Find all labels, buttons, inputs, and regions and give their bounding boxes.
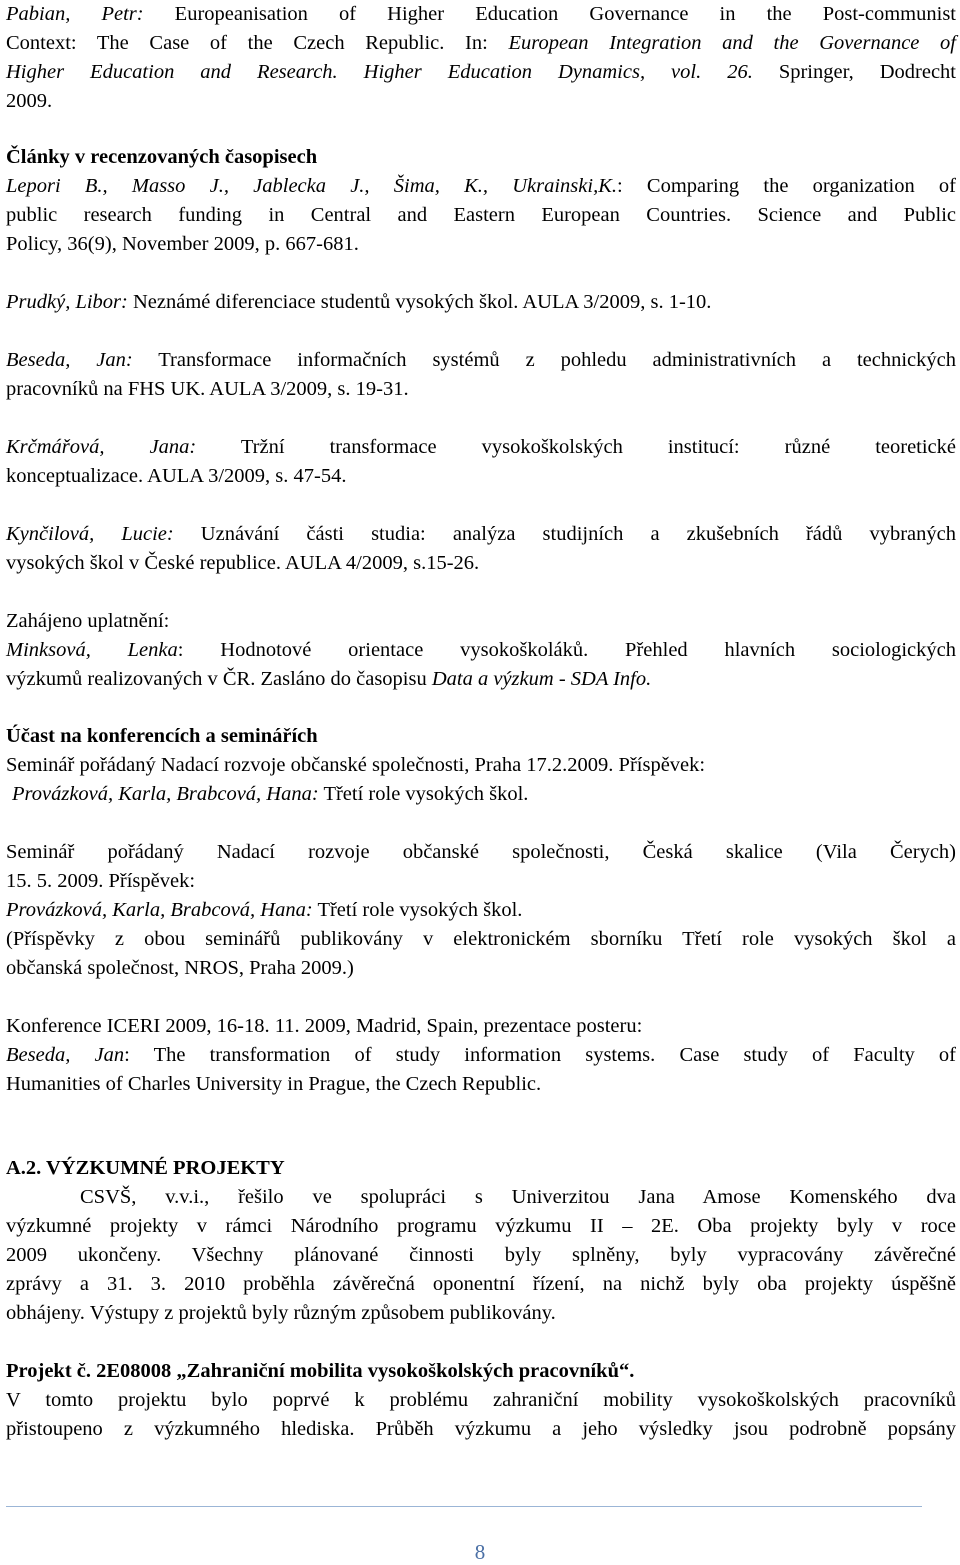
ref-minksova-line-1 (6, 636, 956, 665)
ref-text: : Hodnotové orientace vysokoškoláků. Přehled hlavních sociologických (177, 639, 957, 661)
ref-text: Uznávání části studia: analýza studijních a zkušebních řádů vybraných (173, 523, 957, 545)
project-text-line-2: přistoupeno z výzkumného hlediska. Průběh výzkumu a jeho výsledky jsou podrobně popsány (6, 1418, 956, 1440)
ref-text: Transformace informačních systémů z pohledu administrativních a technických (132, 349, 956, 371)
ref-text: Springer, Dodrecht (752, 61, 956, 83)
ref-lepori-line-1 (6, 172, 956, 201)
ref-beseda-line-1 (6, 346, 956, 375)
ref-pabian-line-2 (6, 29, 956, 58)
label-zahajeno: Zahájeno uplatnění: (6, 610, 170, 632)
author-name: Pabian, Petr: (6, 3, 144, 25)
projects-line-5: obhájeny. Výstupy z projektů byly různým způsobem publikovány. (6, 1302, 556, 1324)
ref-text: Context: The Case of the Czech Republic. In: (6, 32, 509, 54)
ref-krcmarova-line-1 (6, 433, 956, 462)
project-title: Projekt č. 2E08008 „Zahraniční mobilita vysokoškolských pracovníků“. (6, 1360, 635, 1382)
author-name: Lepori B., Masso J., Jablecka J., Šima, K., Ukrainski,K. (6, 175, 618, 197)
seminar2-line-3 (6, 896, 956, 925)
ref-lepori-line-3: Policy, 36(9), November 2009, p. 667-681. (6, 233, 359, 255)
seminar2-line-1: Seminář pořádaný Nadací rozvoje občanské společnosti, Česká skalice (Vila Čerych) (6, 841, 956, 863)
ref-text: Třetí role vysokých škol. (312, 899, 523, 921)
section-heading-projects: A.2. VÝZKUMNÉ PROJEKTY (6, 1157, 285, 1179)
iceri-line-3: Humanities of Charles University in Prague, the Czech Republic. (6, 1073, 542, 1095)
ref-text: výzkumů realizovaných v ČR. Zasláno do časopisu (6, 668, 432, 690)
author-name: Kynčilová, Lucie: (6, 523, 174, 545)
ref-text: Europeanisation of Higher Education Governance in the Post-communist (143, 3, 956, 25)
ref-text: Třetí role vysokých škol. (318, 783, 529, 805)
section-heading-articles: Články v recenzovaných časopisech (6, 146, 318, 168)
projects-line-1: CSVŠ, v.v.i., řešilo ve spolupráci s Univerzitou Jana Amose Komenského dva (80, 1186, 956, 1208)
ref-title-italic: Higher Education and Research. Higher Education Dynamics, vol. 26. (6, 61, 753, 83)
ref-krcmarova-line-2: konceptualizace. AULA 3/2009, s. 47-54. (6, 465, 347, 487)
ref-lepori-line-2: public research funding in Central and Eastern European Countries. Science and Public (6, 204, 956, 226)
projects-line-3: 2009 ukončeny. Všechny plánované činnosti byly splněny, byly vypracovány závěrečné (6, 1244, 956, 1266)
author-name: Provázková, Karla, Brabcová, Hana: (12, 783, 319, 805)
ref-kyncilova-line-1 (6, 520, 956, 549)
seminar2-line-5: občanská společnost, NROS, Praha 2009.) (6, 957, 354, 979)
section-heading-conferences: Účast na konferencích a seminářích (6, 725, 318, 747)
iceri-line-2 (6, 1041, 956, 1070)
iceri-line-1: Konference ICERI 2009, 16-18. 11. 2009, Madrid, Spain, prezentace posteru: (6, 1015, 643, 1037)
author-name: Minksová, Lenka (6, 639, 178, 661)
ref-pabian-line-4: 2009. (6, 90, 53, 112)
ref-text: Neznámé diferenciace studentů vysokých škol. AULA 3/2009, s. 1-10. (127, 291, 712, 313)
author-name: Beseda, Jan (6, 1044, 125, 1066)
ref-title-italic: European Integration and the Governance of (508, 32, 956, 54)
ref-text: : The transformation of study information systems. Case study of Faculty of (124, 1044, 957, 1066)
ref-text: Tržní transformace vysokoškolských institucí: různé teoretické (196, 436, 957, 458)
author-name: Beseda, Jan: (6, 349, 133, 371)
ref-prudky (6, 288, 956, 317)
projects-line-4: zprávy a 31. 3. 2010 proběhla závěrečná oponentní řízení, na nichž byly oba projekty úspěšně (6, 1273, 956, 1295)
seminar1-line-1: Seminář pořádaný Nadací rozvoje občanské společnosti, Praha 17.2.2009. Příspěvek: (6, 754, 706, 776)
author-name: Krčmářová, Jana: (6, 436, 197, 458)
footer-divider (6, 1506, 922, 1507)
seminar2-line-4: (Příspěvky z obou seminářů publikovány v elektronickém sborníku Třetí role vysokých škol a (6, 928, 956, 950)
seminar1-line-2 (12, 780, 960, 809)
author-name: Provázková, Karla, Brabcová, Hana: (6, 899, 313, 921)
author-name: Prudký, Libor: (6, 291, 128, 313)
ref-beseda-line-2: pracovníků na FHS UK. AULA 3/2009, s. 19-31. (6, 378, 409, 400)
ref-pabian-line-1 (6, 0, 956, 29)
projects-line-2: výzkumné projekty v rámci Národního programu výzkumu II – 2E. Oba projekty byly v roce (6, 1215, 956, 1237)
page-number: 8 (474, 1540, 486, 1564)
project-text-line-1: V tomto projektu bylo poprvé k problému zahraniční mobility vysokoškolských pracovníků (6, 1389, 956, 1411)
ref-kyncilova-line-2: vysokých škol v České republice. AULA 4/2009, s.15-26. (6, 552, 480, 574)
seminar2-line-2: 15. 5. 2009. Příspěvek: (6, 870, 196, 892)
ref-pabian-line-3 (6, 58, 956, 87)
journal-title: Data a výzkum - SDA Info. (431, 668, 652, 690)
ref-text: : Comparing the organization of (617, 175, 956, 197)
ref-minksova-line-2 (6, 665, 956, 694)
